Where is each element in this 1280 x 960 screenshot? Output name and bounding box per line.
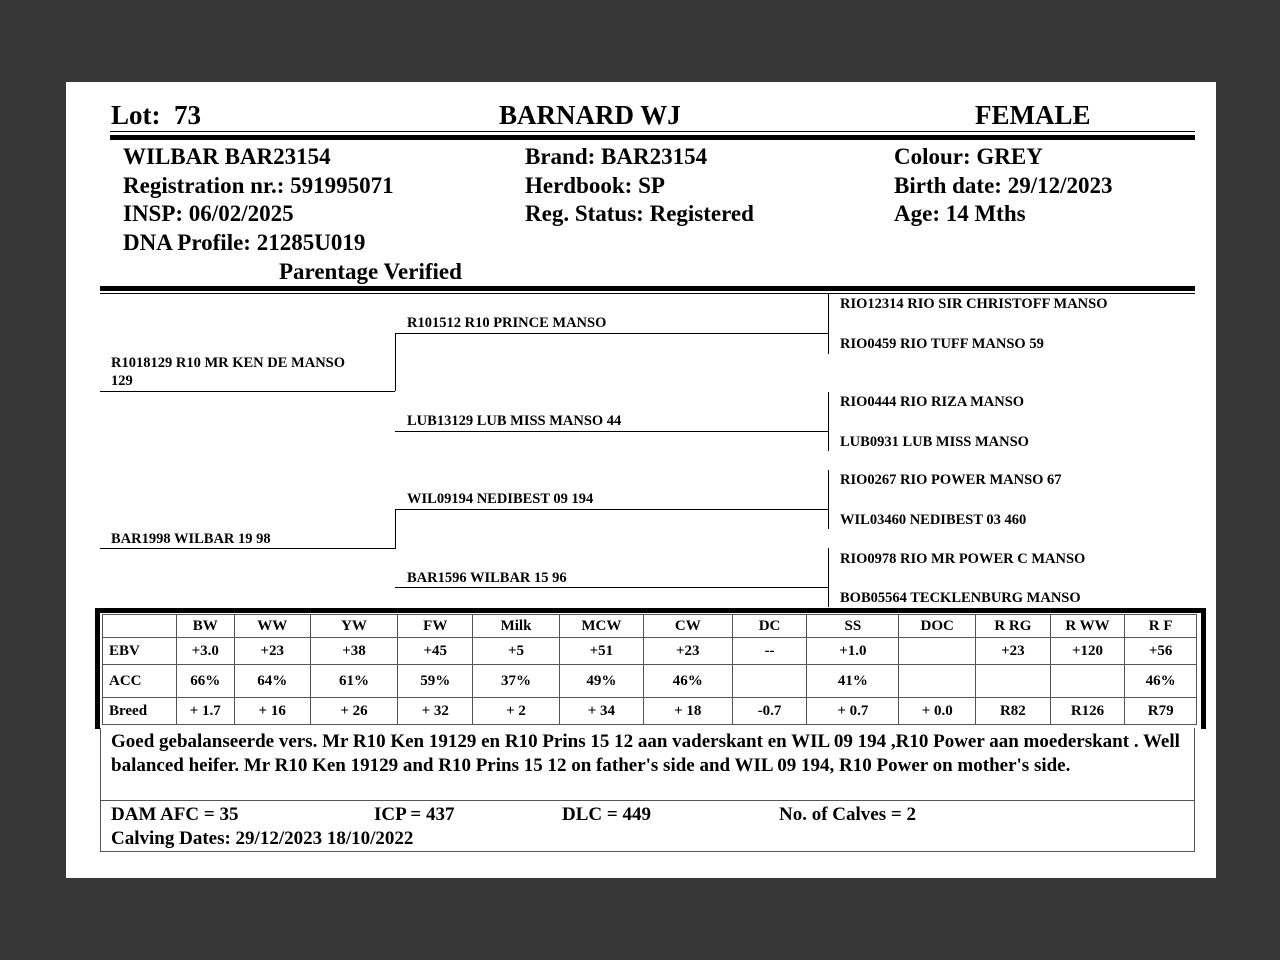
ebv-cell: + 16: [234, 698, 310, 725]
ebv-col-header: R RG: [976, 615, 1051, 638]
ebv-cell: +120: [1050, 638, 1125, 665]
ebv-row: [103, 638, 1197, 665]
pedigree-ggp-8: BOB05564 TECKLENBURG MANSO: [840, 590, 1081, 606]
pedigree-ggp-2: RIO0459 RIO TUFF MANSO 59: [840, 336, 1044, 352]
ebv-col-header: BW: [176, 615, 234, 638]
lot-label: Lot: 73: [111, 100, 201, 130]
pedigree-connector: [828, 294, 829, 333]
calves-count: No. of Calves = 2: [779, 804, 916, 825]
reg-status: Reg. Status: Registered: [525, 201, 754, 226]
animal-name: WILBAR BAR23154: [123, 144, 331, 169]
lot-card: [66, 82, 1216, 878]
ebv-col-header: DOC: [899, 615, 976, 638]
pedigree-ggp-1: RIO12314 RIO SIR CHRISTOFF MANSO: [840, 296, 1108, 312]
ebv-cell: +23: [643, 638, 732, 665]
ebv-cell: [899, 665, 976, 698]
ebv-cell: +5: [473, 638, 560, 665]
pedigree-sire-dam: LUB13129 LUB MISS MANSO 44: [407, 413, 622, 429]
ebv-col-header: SS: [807, 615, 899, 638]
ebv-cell: 61%: [310, 665, 398, 698]
age: Age: 14 Mths: [894, 201, 1026, 226]
info-rule-thick: [100, 286, 1195, 291]
pedigree-line: [395, 333, 828, 334]
ebv-cell: R82: [976, 698, 1051, 725]
ebv-cell: +56: [1125, 638, 1197, 665]
pedigree-line: [395, 509, 828, 510]
ebv-cell: + 1.7: [176, 698, 234, 725]
ebv-col-header: WW: [234, 615, 310, 638]
pedigree-sire: R1018129 R10 MR KEN DE MANSO: [111, 355, 346, 371]
ebv-cell: R79: [1125, 698, 1197, 725]
ebv-col-header: CW: [643, 615, 732, 638]
herdbook: Herdbook: SP: [525, 173, 665, 198]
ebv-cell: +23: [976, 638, 1051, 665]
ebv-cell: [899, 638, 976, 665]
ebv-col-header: YW: [310, 615, 398, 638]
ebv-cell: +45: [398, 638, 473, 665]
pedigree-sire-cont: 129: [111, 373, 133, 389]
dlc: DLC = 449: [562, 804, 651, 825]
pedigree-sire-sire: R101512 R10 PRINCE MANSO: [407, 315, 607, 331]
pedigree-connector: [395, 509, 396, 549]
calving-dates: Calving Dates: 29/12/2023 18/10/2022: [111, 828, 414, 849]
acc-row: [103, 665, 1197, 698]
ebv-cell: +23: [234, 638, 310, 665]
pedigree-ggp-3: RIO0444 RIO RIZA MANSO: [840, 394, 1025, 410]
ebv-cell: + 32: [398, 698, 473, 725]
ebv-row-label: EBV: [103, 638, 177, 665]
pedigree-line: [100, 391, 395, 392]
ebv-cell: +38: [310, 638, 398, 665]
ebv-cell: + 0.0: [899, 698, 976, 725]
ebv-cell: +1.0: [807, 638, 899, 665]
pedigree-ggp-5: RIO0267 RIO POWER MANSO 67: [840, 472, 1062, 488]
ebv-row-label: ACC: [103, 665, 177, 698]
pedigree-dam: BAR1998 WILBAR 19 98: [111, 531, 271, 547]
info-rule-thin: [100, 293, 1195, 294]
ebv-cell: [1050, 665, 1125, 698]
ebv-cell: --: [732, 638, 807, 665]
ebv-col-header: MCW: [559, 615, 643, 638]
ebv-cell: + 2: [473, 698, 560, 725]
ebv-cell: + 34: [559, 698, 643, 725]
header-rule-thick: [110, 135, 1195, 140]
dna-profile: DNA Profile: 21285U019: [123, 230, 366, 255]
pedigree-line: [395, 431, 828, 432]
ebv-cell: -0.7: [732, 698, 807, 725]
birth-date: Birth date: 29/12/2023: [894, 173, 1113, 198]
ebv-cell: 46%: [643, 665, 732, 698]
insp-date: INSP: 06/02/2025: [123, 201, 294, 226]
ebv-cell: [976, 665, 1051, 698]
dam-afc: DAM AFC = 35: [111, 804, 239, 825]
ebv-cell: 41%: [807, 665, 899, 698]
ebv-col-header: Milk: [473, 615, 560, 638]
breeder-name: BARNARD WJ: [499, 100, 681, 130]
ebv-cell: + 18: [643, 698, 732, 725]
registration-number: Registration nr.: 591995071: [123, 173, 394, 198]
brand: Brand: BAR23154: [525, 144, 708, 169]
ebv-table: [102, 614, 1197, 725]
pedigree-dam-sire: WIL09194 NEDIBEST 09 194: [407, 491, 594, 507]
ebv-cell: +3.0: [176, 638, 234, 665]
ebv-cell: 66%: [176, 665, 234, 698]
ebv-cell: 37%: [473, 665, 560, 698]
ebv-cell: R126: [1050, 698, 1125, 725]
ebv-col-header: R F: [1125, 615, 1197, 638]
pedigree-dam-dam: BAR1596 WILBAR 15 96: [407, 570, 567, 586]
pedigree-ggp-6: WIL03460 NEDIBEST 03 460: [840, 512, 1027, 528]
ebv-cell: + 0.7: [807, 698, 899, 725]
colour: Colour: GREY: [894, 144, 1043, 169]
footer-box: [100, 800, 1195, 852]
lot-number: 73: [174, 100, 201, 130]
pedigree-connector: [395, 333, 396, 391]
ebv-cell: +51: [559, 638, 643, 665]
pedigree-line: [100, 548, 395, 549]
ebv-cell: [732, 665, 807, 698]
icp: ICP = 437: [374, 804, 455, 825]
parentage-status: Parentage Verified: [279, 259, 462, 284]
pedigree-line: [395, 587, 828, 588]
ebv-col-header: [103, 615, 177, 638]
pedigree-ggp-4: LUB0931 LUB MISS MANSO: [840, 434, 1029, 450]
sex-label: FEMALE: [975, 100, 1091, 130]
ebv-header-row: [103, 615, 1197, 638]
ebv-cell: 59%: [398, 665, 473, 698]
breed-row: [103, 698, 1197, 725]
comment-box: [100, 728, 1195, 801]
ebv-row-label: Breed: [103, 698, 177, 725]
ebv-col-header: FW: [398, 615, 473, 638]
pedigree-ggp-7: RIO0978 RIO MR POWER C MANSO: [840, 551, 1086, 567]
ebv-cell: 64%: [234, 665, 310, 698]
ebv-cell: 49%: [559, 665, 643, 698]
ebv-cell: + 26: [310, 698, 398, 725]
ebv-col-header: R WW: [1050, 615, 1125, 638]
header-rule-thin: [110, 131, 1195, 132]
ebv-col-header: DC: [732, 615, 807, 638]
ebv-cell: 46%: [1125, 665, 1197, 698]
comment-text: Goed gebalanseerde vers. Mr R10 Ken 19129 en R10 Prins 15 12 aan vaderskant en WIL 09 194 ,R10 Power aan moederskant . Well balanced heifer. Mr R10 Ken 19129 and R10 Prins 15 12 on father's side and WIL 09 194, R10 Power on mother's side.: [111, 731, 1180, 776]
